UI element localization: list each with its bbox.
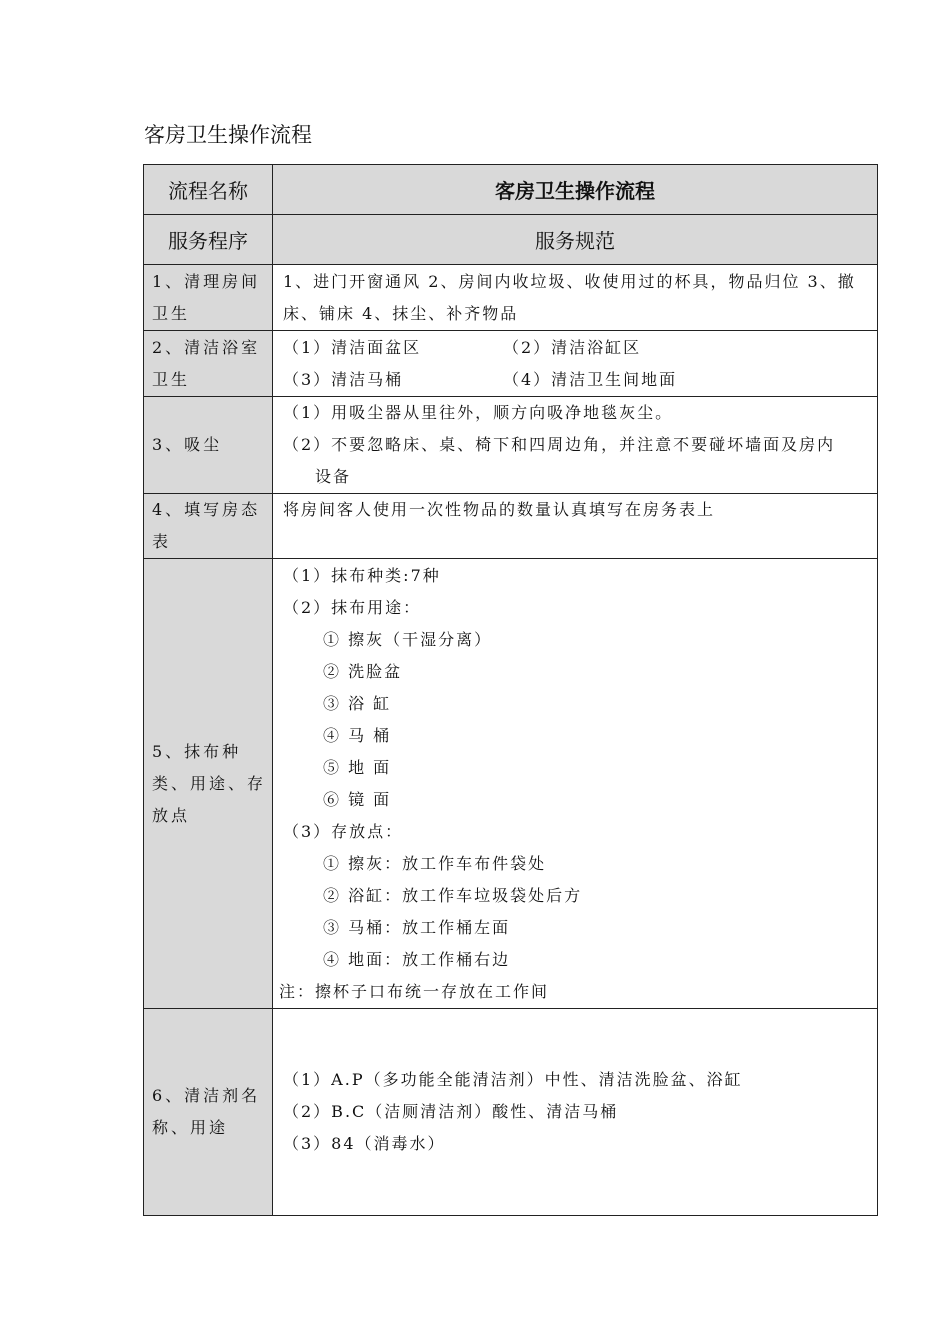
content-item: （1）清洁面盆区 <box>283 337 422 357</box>
table-row <box>144 397 878 494</box>
content-line: （3）存放点： <box>283 821 404 841</box>
table-row <box>144 1009 878 1216</box>
content-item: （3）清洁马桶 <box>283 369 404 389</box>
content-line: 注：擦杯子口布统一存放在工作间 <box>279 981 550 1001</box>
subheader-row <box>144 215 878 265</box>
row-content <box>273 331 878 397</box>
process-table <box>143 164 878 1216</box>
content-line: ⑥ 镜 面 <box>323 789 392 809</box>
row-label: 5、抹布种类、用途、存放点 <box>144 559 273 1009</box>
row-content <box>273 559 878 1009</box>
content-pair <box>283 332 873 364</box>
content-line: ② 洗脸盆 <box>323 661 403 681</box>
subheader-service-standard: 服务规范 <box>273 215 878 265</box>
table-row <box>144 559 878 1009</box>
content-line: （2）抹布用途： <box>283 597 422 617</box>
row-content <box>273 1009 878 1216</box>
content-line: ③ 马桶：放工作桶左面 <box>323 917 511 937</box>
header-process-name-value: 客房卫生操作流程 <box>273 165 878 215</box>
row-label: 1、清理房间卫生 <box>144 265 273 331</box>
content-line: （2）B.C（洁厕清洁剂）酸性、清洁马桶 <box>283 1102 619 1121</box>
content-line: 1、进门开窗通风 2、房间内收垃圾、收使用过的杯具，物品归位 3、撤床、铺床 4、抹尘、补齐物品 <box>283 271 856 323</box>
header-row <box>144 165 878 215</box>
content-item: （2）清洁浴缸区 <box>503 337 642 357</box>
content-line: （1）抹布种类:7种 <box>283 565 441 585</box>
content-line: ① 擦灰：放工作车布件袋处 <box>323 853 547 873</box>
row-label: 6、清洁剂名称、用途 <box>144 1009 273 1216</box>
content-line: （3）84（消毒水） <box>283 1134 446 1153</box>
row-label: 4、填写房态表 <box>144 494 273 559</box>
content-line: （2）不要忽略床、桌、椅下和四周边角，并注意不要碰坏墙面及房内 <box>283 435 836 454</box>
content-line: ③ 浴 缸 <box>323 693 392 713</box>
row-content <box>273 494 878 559</box>
row-content <box>273 265 878 331</box>
content-line: ① 擦灰（干湿分离） <box>323 629 493 649</box>
table-row <box>144 331 878 397</box>
subheader-service-procedure: 服务程序 <box>144 215 273 265</box>
content-line: ④ 地面：放工作桶右边 <box>323 949 511 969</box>
content-pair <box>283 364 873 396</box>
row-label: 3、吸尘 <box>144 397 273 494</box>
content-line: （1）用吸尘器从里往外，顺方向吸净地毯灰尘。 <box>283 403 674 422</box>
header-process-name-label: 流程名称 <box>144 165 273 215</box>
document-title: 客房卫生操作流程 <box>144 123 312 147</box>
content-line: 将房间客人使用一次性物品的数量认真填写在房务表上 <box>283 500 716 519</box>
content-line: 设备 <box>315 467 352 486</box>
table-row <box>144 265 878 331</box>
row-label: 2、清洁浴室卫生 <box>144 331 273 397</box>
content-item: （4）清洁卫生间地面 <box>503 369 678 389</box>
table-row <box>144 494 878 559</box>
content-line: （1）A.P（多功能全能清洁剂）中性、清洁洗脸盆、浴缸 <box>283 1070 743 1089</box>
row-content <box>273 397 878 494</box>
content-line: ⑤ 地 面 <box>323 757 392 777</box>
content-line: ④ 马 桶 <box>323 725 392 745</box>
content-line: ② 浴缸：放工作车垃圾袋处后方 <box>323 885 583 905</box>
